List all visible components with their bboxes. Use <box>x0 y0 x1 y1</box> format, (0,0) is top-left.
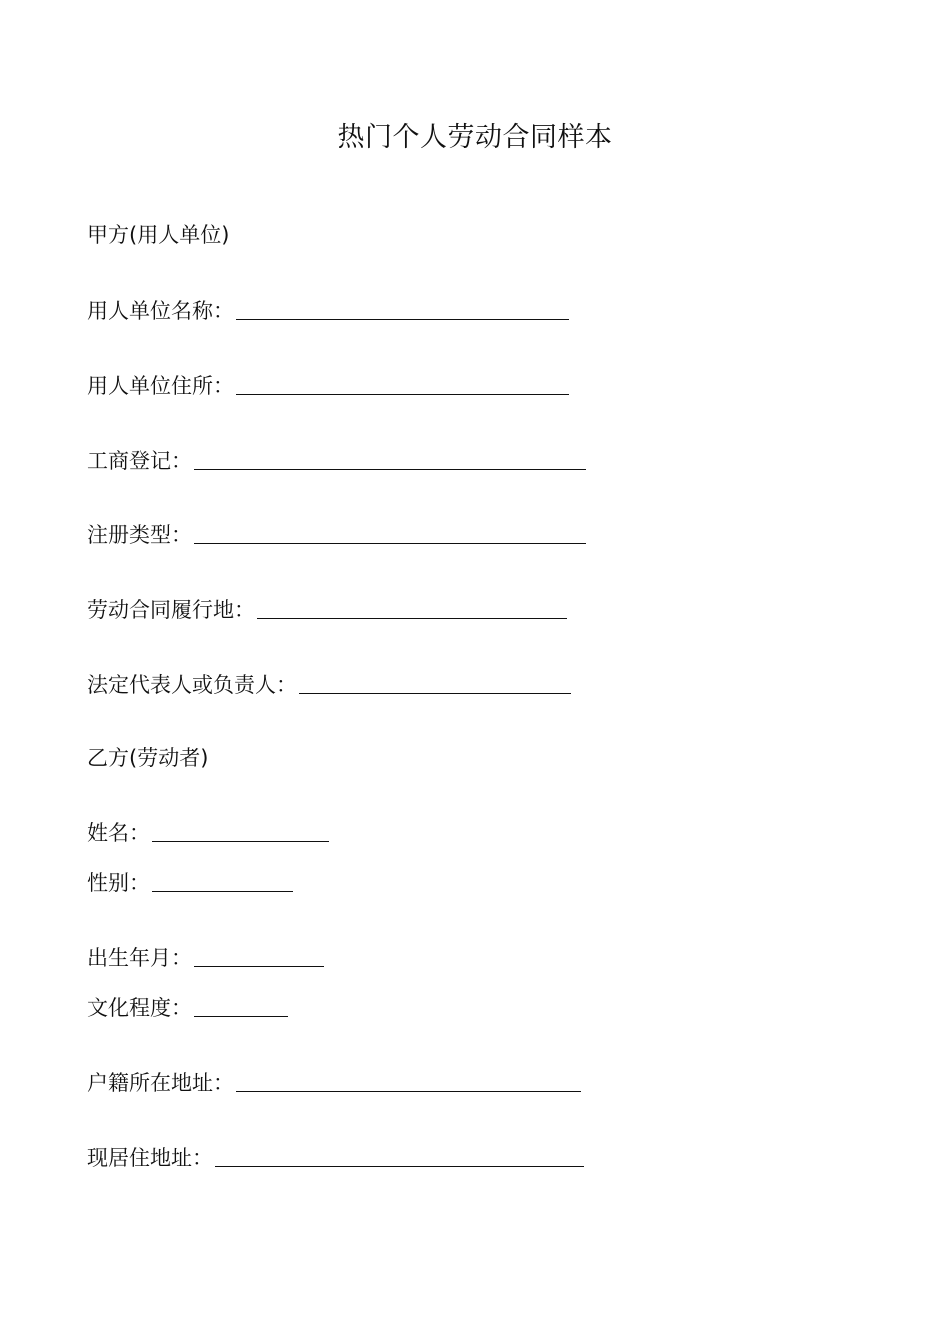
employer-address-field <box>87 370 569 401</box>
education-blank[interactable] <box>194 994 288 1017</box>
legal-representative-blank[interactable] <box>299 671 571 694</box>
education-label: 文化程度： <box>87 996 192 1020</box>
party-a-heading-text: 甲方(用人单位) <box>87 223 230 247</box>
gender-field <box>87 867 293 898</box>
worker-name-label: 姓名： <box>87 821 150 845</box>
employer-name-field <box>87 295 569 326</box>
household-address-label: 户籍所在地址： <box>87 1071 234 1095</box>
registration-type-label: 注册类型： <box>87 523 192 547</box>
current-address-field <box>87 1142 584 1173</box>
party-a-heading <box>87 220 229 250</box>
current-address-label: 现居住地址： <box>87 1146 213 1170</box>
registration-type-field <box>87 519 586 550</box>
employer-address-label: 用人单位住所： <box>87 374 234 398</box>
contract-place-field <box>87 594 567 625</box>
gender-label: 性别： <box>87 871 150 895</box>
business-registration-field <box>87 445 586 476</box>
employer-name-label: 用人单位名称： <box>87 299 234 323</box>
birth-date-label: 出生年月： <box>87 946 192 970</box>
contract-place-label: 劳动合同履行地： <box>87 598 255 622</box>
registration-type-blank[interactable] <box>194 521 586 544</box>
party-b-heading-text: 乙方(劳动者) <box>87 746 209 770</box>
employer-name-blank[interactable] <box>236 297 569 320</box>
document-title: 热门个人劳动合同样本 <box>337 122 613 153</box>
legal-representative-label: 法定代表人或负责人： <box>87 673 297 697</box>
employer-address-blank[interactable] <box>236 372 569 395</box>
current-address-blank[interactable] <box>215 1144 584 1167</box>
education-field <box>87 992 288 1023</box>
legal-representative-field <box>87 669 571 700</box>
household-address-field <box>87 1067 581 1098</box>
worker-name-blank[interactable] <box>152 819 329 842</box>
birth-date-field <box>87 942 324 973</box>
gender-blank[interactable] <box>152 869 293 892</box>
birth-date-blank[interactable] <box>194 944 324 967</box>
household-address-blank[interactable] <box>236 1069 581 1092</box>
business-registration-blank[interactable] <box>194 447 586 470</box>
contract-place-blank[interactable] <box>257 596 567 619</box>
business-registration-label: 工商登记： <box>87 449 192 473</box>
party-b-heading <box>87 743 208 773</box>
worker-name-field <box>87 817 329 848</box>
